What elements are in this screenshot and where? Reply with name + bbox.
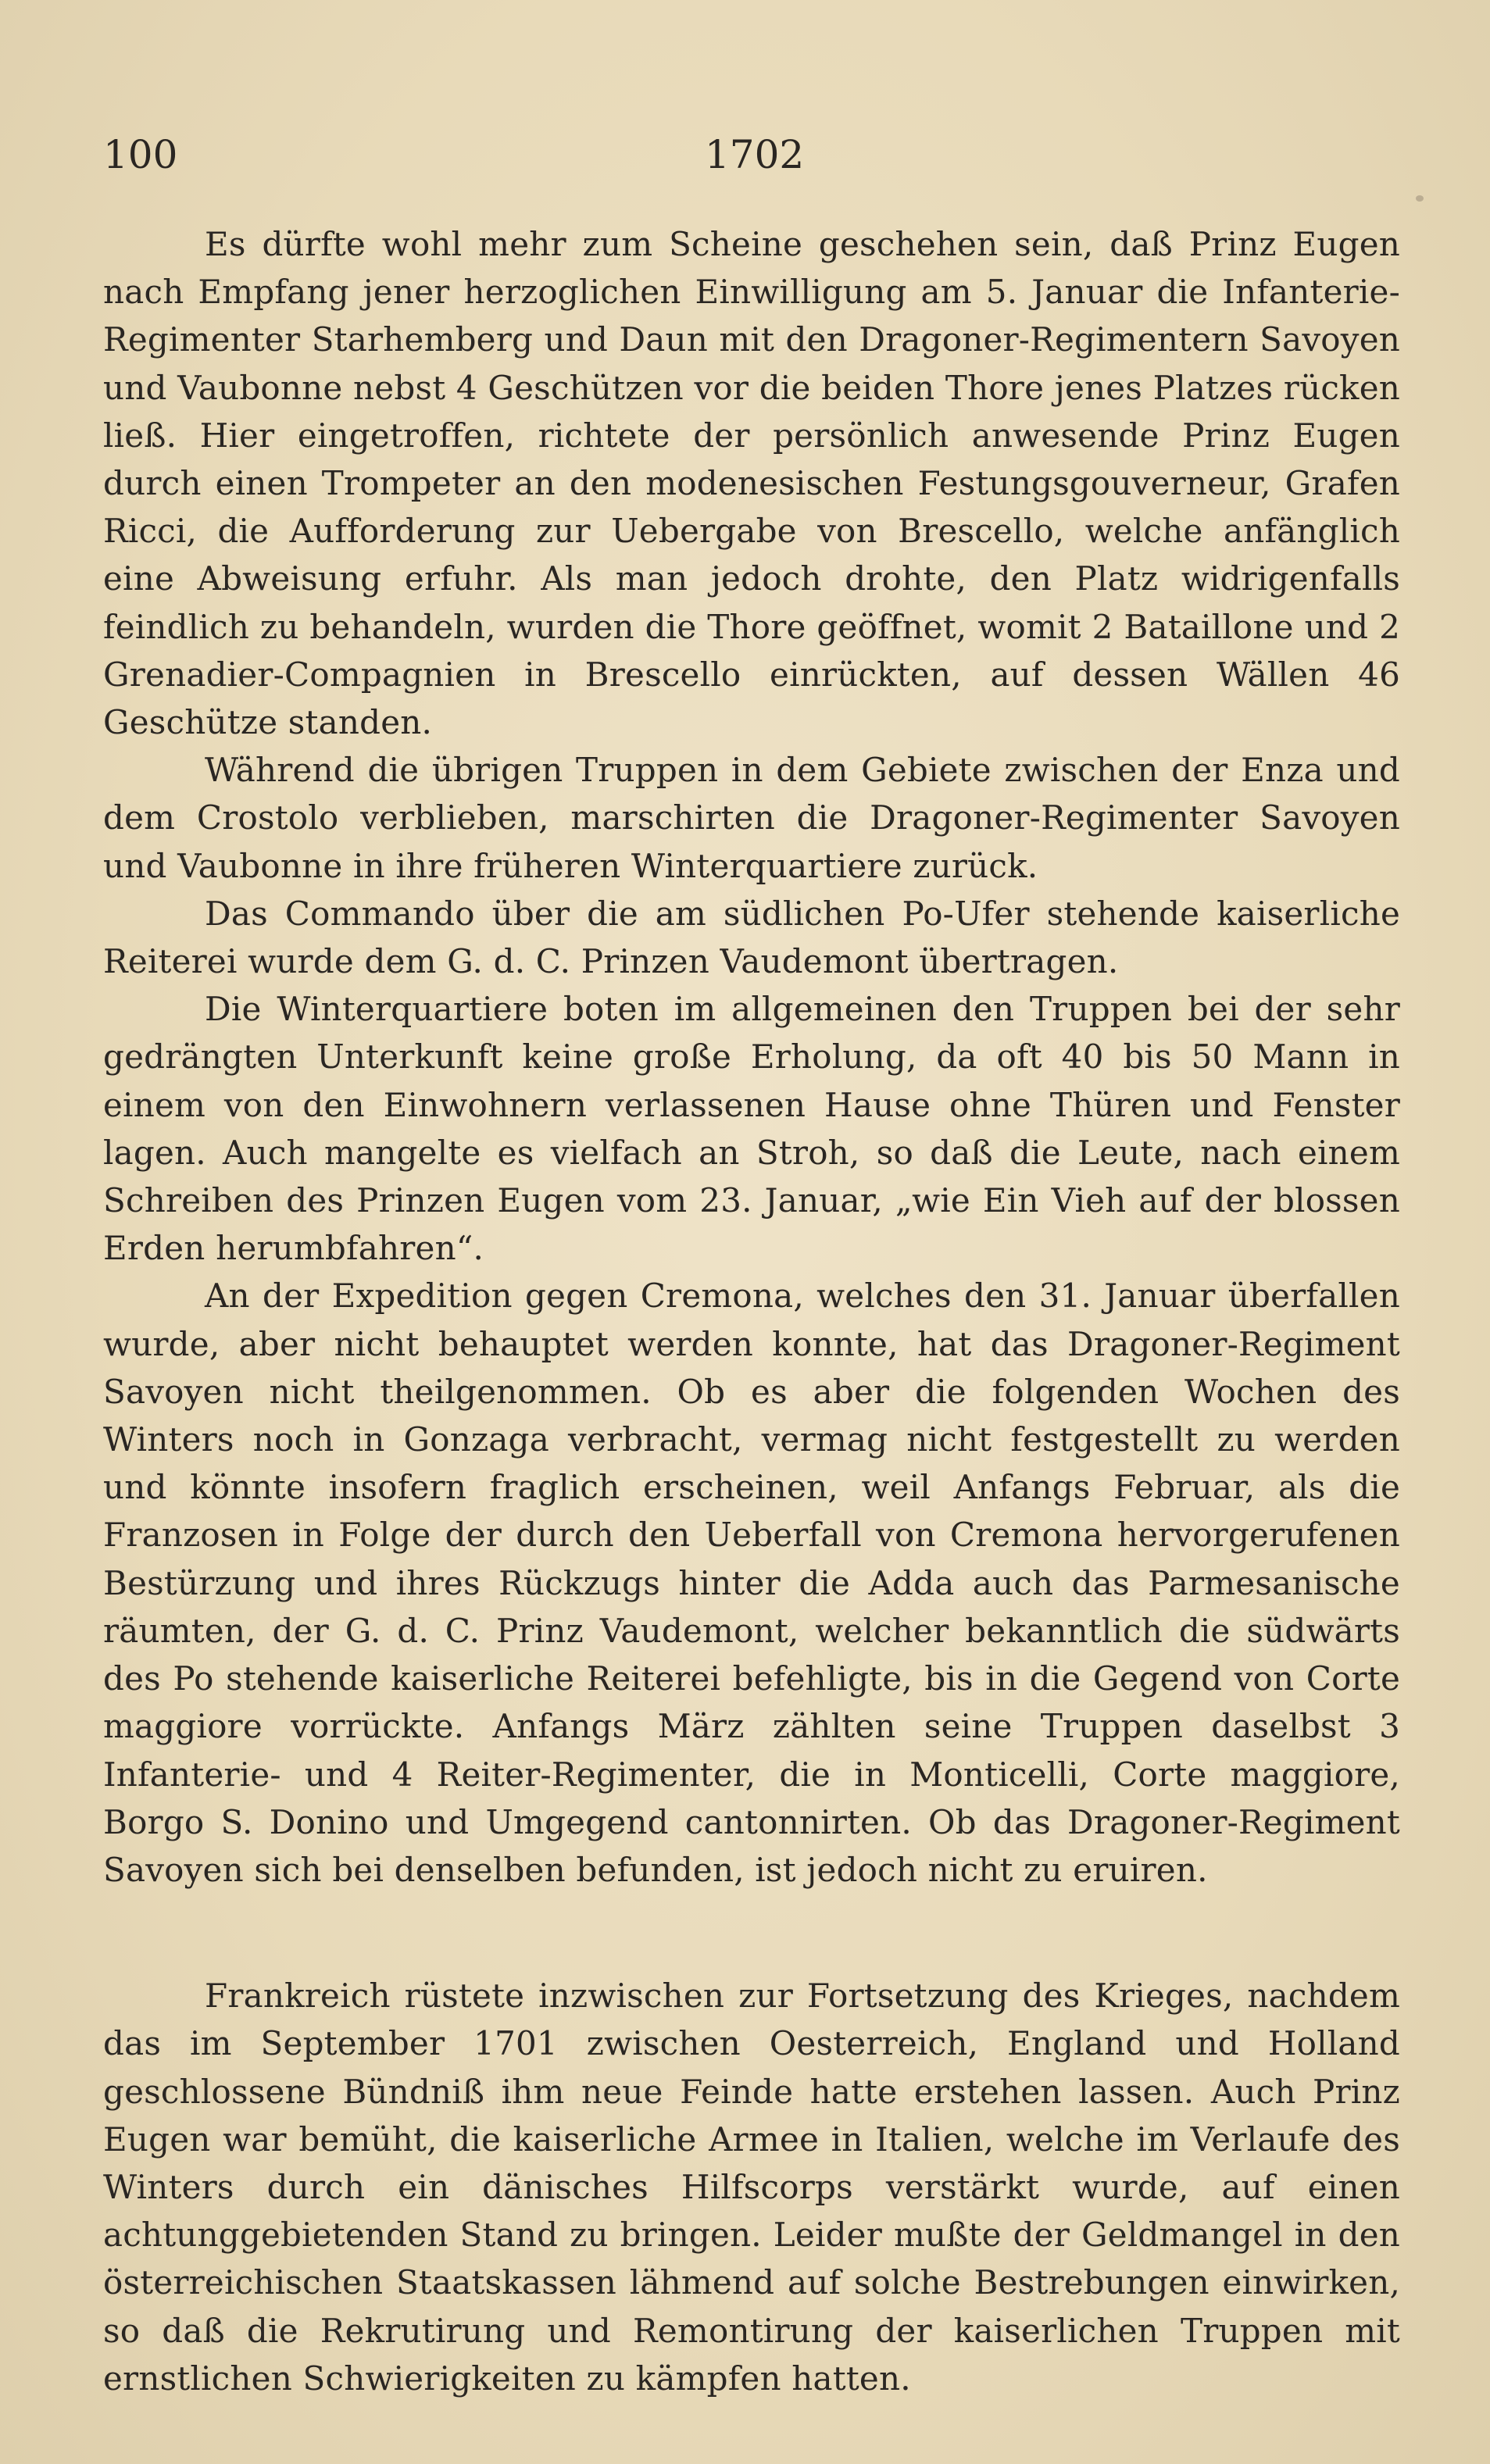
paragraph-command: Das Commando über die am südlichen Po-Ufer stehende kaiserliche Reiterei wurde dem G. d. C. Prinzen Vaudemont übertragen. bbox=[103, 894, 1400, 981]
paragraph-winter-quarters-conditions: Die Winterquartiere boten im allgemeinen den Truppen bei der sehr gedrängten Unterkunft keine große Erholung, da oft 40 bis 50 Mann in einem von den Einwohnern verlassenen Hause ohne Thüren und Fenster lagen. Auch mangelte es vielfach an Stroh, so daß die Leute, nach einem Schreiben des Prinzen Eugen vom 23. Januar, „wie Ein Vieh auf der blossen Erden herumbfahren“. bbox=[103, 990, 1400, 1268]
running-head-year: 1702 bbox=[705, 132, 805, 177]
page-number: 100 bbox=[103, 132, 178, 177]
section-gap bbox=[103, 1894, 1400, 1972]
paragraph-winter-quarters-return: Während die übrigen Truppen in dem Gebiete zwischen der Enza und dem Crostolo verblieben, marschirten die Dragoner-Regimenter Savoyen und Vaubonne in ihre früheren Winterquartiere zurück. bbox=[103, 751, 1400, 885]
paragraph-brescello: Es dürfte wohl mehr zum Scheine geschehen sein, daß Prinz Eugen nach Empfang jener herzoglichen Einwilligung am 5. Januar die Infanterie-Regimenter Starhemberg und Daun mit den Dragoner-Regimentern Savoyen und Vaubonne nebst 4 Geschützen vor die beiden Thore jenes Platzes rücken ließ. Hier eingetroffen, richtete der persönlich anwesende Prinz Eugen durch einen Trompeter an den modenesischen Festungsgouverneur, Grafen Ricci, die Aufforderung zur Uebergabe von Brescello, welche anfänglich eine Abweisung erfuhr. Als man jedoch drohte, den Platz widrigenfalls feindlich zu behandeln, wurden die Thore geöffnet, womit 2 Bataillone und 2 Grenadier-Compagnien in Brescello einrückten, auf dessen Wällen 46 Geschütze standen. bbox=[103, 225, 1400, 742]
page-header bbox=[103, 123, 1400, 194]
body-text bbox=[103, 220, 1400, 2402]
paragraph-france-arms: Frankreich rüstete inzwischen zur Fortsetzung des Krieges, nachdem das im September 1701 zwischen Oesterreich, England und Holland geschlossene Bündniß ihm neue Feinde hatte erstehen lassen. Auch Prinz Eugen war bemüht, die kaiserliche Armee in Italien, welche im Verlaufe des Winters durch ein dänisches Hilfscorps verstärkt wurde, auf einen achtunggebietenden Stand zu bringen. Leider mußte der Geldmangel in den österreichischen Staatskassen lähmend auf solche Bestrebungen einwirken, so daß die Rekrutirung und Remontirung der kaiserlichen Truppen mit ernstlichen Schwierigkeiten zu kämpfen hatten. bbox=[103, 1977, 1400, 2398]
paragraph-cremona: An der Expedition gegen Cremona, welches den 31. Januar überfallen wurde, aber nicht behauptet werden konnte, hat das Dragoner-Regiment Savoyen nicht theilgenommen. Ob es aber die folgenden Wochen des Winters noch in Gonzaga verbracht, vermag nicht festgestellt zu werden und könnte insofern fraglich erscheinen, weil Anfangs Februar, als die Franzosen in Folge der durch den Ueberfall von Cremona hervorgerufenen Bestürzung und ihres Rückzugs hinter die Adda auch das Parmesanische räumten, der G. d. C. Prinz Vaudemont, welcher bekanntlich die südwärts des Po stehende kaiserliche Reiterei befehligte, bis in die Gegend von Corte maggiore vorrückte. Anfangs März zählten seine Truppen daselbst 3 Infanterie- und 4 Reiter-Regimenter, die in Monticelli, Corte maggiore, Borgo S. Donino und Umgegend cantonnirten. Ob das Dragoner-Regiment Savoyen sich bei denselben befunden, ist jedoch nicht zu eruiren. bbox=[103, 1277, 1400, 1889]
paper-speck bbox=[1416, 195, 1424, 202]
